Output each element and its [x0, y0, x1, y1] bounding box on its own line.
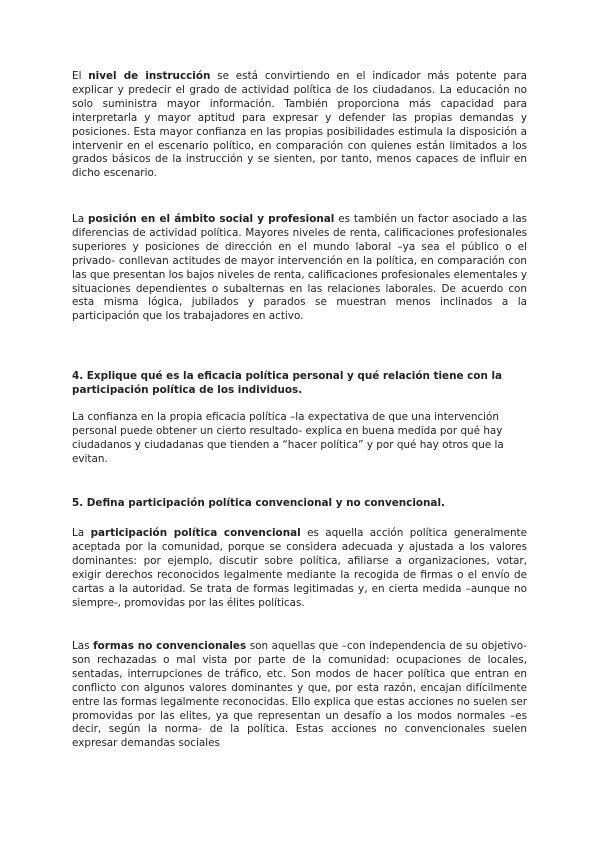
text-run: es también un factor asociado a las diferencias de actividad política. Mayores niveles de renta, calificaciones profesionales superiores y posiciones de dirección en el mundo laboral –ya sea el público o el privado- conllevan actitudes de mayor intervención en la política, en comparación con las que presentan los bajos niveles de renta, calificaciones profesionales elementales y situaciones dependientes o subalternas en las relaciones laborales. De acuerdo con esta misma lógica, jubilados y parados se muestran menos inclinados a la participación que los trabajadores en activo.	[72, 213, 528, 323]
question-4-heading: 4. Explique qué es la eficacia política personal y qué relación tiene con la participación política de los individuos.	[72, 370, 503, 396]
text-run: El	[72, 70, 89, 82]
bold-term: posición en el ámbito social y profesional	[88, 213, 335, 225]
text-run: son aquellas que –con independencia de su objetivo- son rechazadas o mal vista por parte de la comunidad: ocupaciones de locales, sentadas, interrupciones de tráfico, etc. Son modos de hacer política que entran en conflicto con algunos valores dominantes y que, por esta razón, encajan difícilmente entre las formas legalmente reconocidas. Ello explica que estas acciones no suelen ser promovidas por las elites, ya que representan un desafío a los modos normales –es decir, según la norma- de la política. Estas acciones no convencionales suelen expresar demandas sociales	[72, 640, 528, 750]
text-run: se está convirtiendo en el indicador más potente para explicar y predecir el grado de actividad política de los ciudadanos. La educación no solo suministra mayor información. También proporciona más capacidad para interpretarla y mayor aptitud para expresar y defender las propias demandas y posiciones. Esta mayor confianza en las propias posibilidades estimula la disposición a intervenir en el escenario político, en comparación con quienes están limitados a los grados básicos de la instrucción y se sienten, por tanto, menos capaces de influir en dicho escenario.	[72, 70, 527, 180]
bold-term: nivel de instrucción	[88, 70, 211, 82]
text-run: La	[72, 527, 91, 539]
bold-term: formas no convencionales	[93, 640, 247, 652]
text-run: es aquella acción política generalmente aceptada por la comunidad, porque se considera adecuada y ajustada a los valores dominantes: por ejemplo, discutir sobre política, afiliarse a organizaciones, votar, exigir derechos reconocidos legalmente mediante la recogida de firmas o el envío de cartas a la autoridad. Se trata de formas legitimadas y, en cierta medida –aunque no siempre-, promovidas por las élites políticas.	[72, 527, 528, 609]
question-5-heading: 5. Defina participación política convencional y no convencional.	[72, 497, 445, 509]
text-run: La	[72, 213, 89, 225]
question-4-answer: La confianza en la propia eficacia política –la expectativa de que una intervención personal puede obtener un cierto resultado- explica en buena medida por qué hay ciudadanos y ciudadanas que tienden a “hacer política” y por qué hay otros que la evitan.	[72, 411, 504, 465]
text-run: Las	[72, 640, 94, 652]
paragraph-education	[72, 70, 527, 181]
paragraph-conventional	[72, 527, 527, 610]
paragraph-social-position	[72, 213, 527, 324]
paragraph-non-conventional	[72, 640, 527, 751]
bold-term: participación política convencional	[90, 527, 301, 539]
